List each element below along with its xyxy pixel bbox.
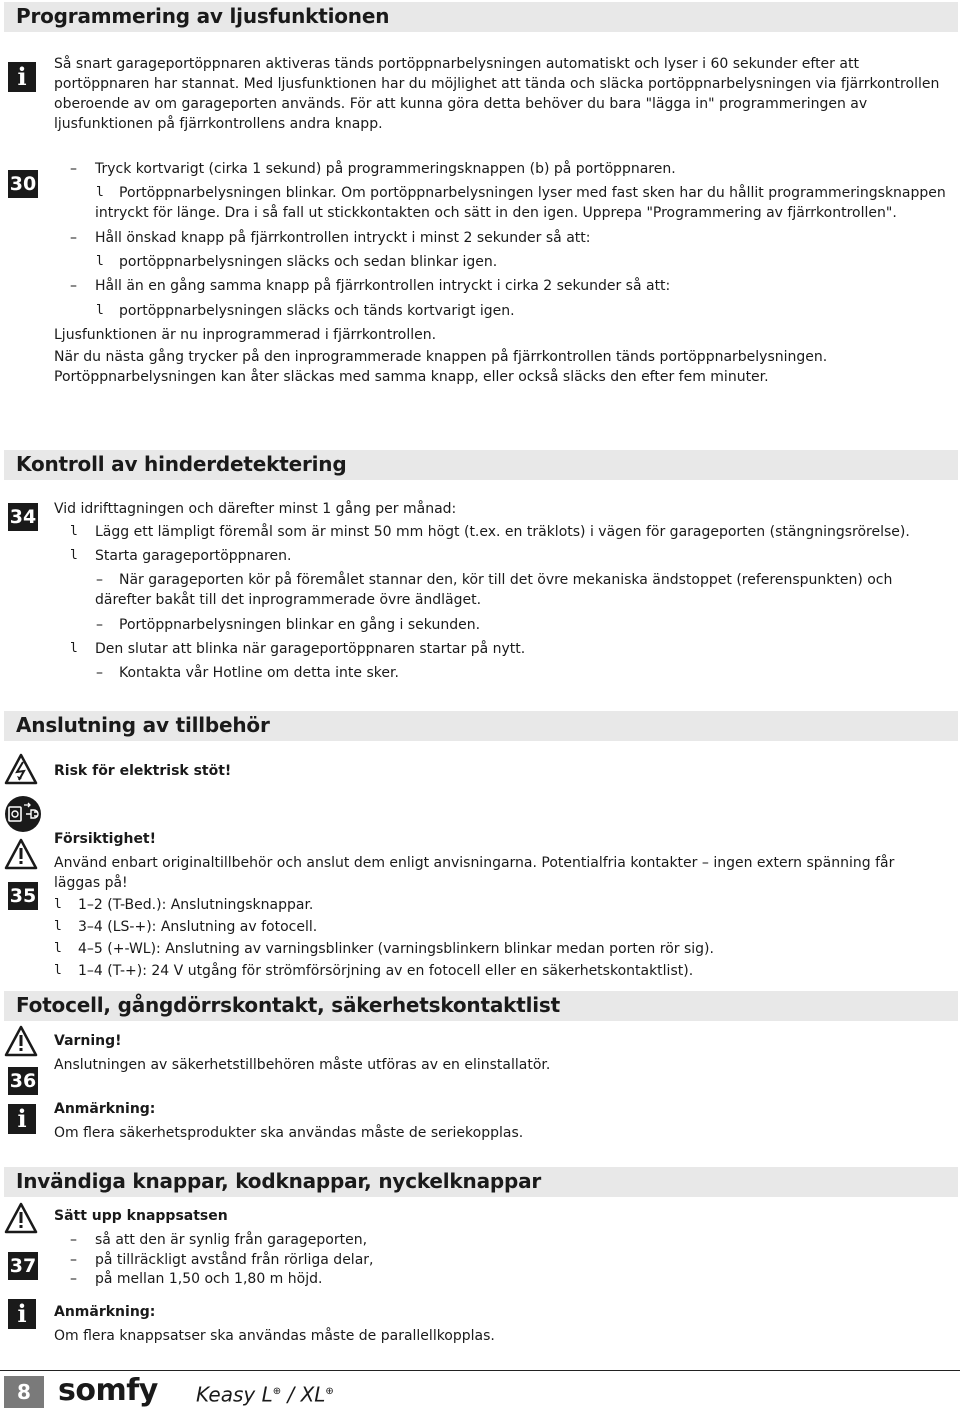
- bullet-marker: l: [54, 963, 62, 978]
- instruction-text: portöppnarbelysningen släcks och tänds kortvarigt igen.: [119, 303, 515, 319]
- section-header: [4, 711, 958, 741]
- instruction-text: Starta garageportöppnaren.: [95, 548, 292, 564]
- paragraph: Använd enbart originaltillbehör och anslut dem enligt anvisningarna. Potentialfria kontakter – ingen extern spänning får läggas på!: [54, 855, 895, 891]
- plus-mark: ⊕: [325, 1386, 334, 1397]
- instruction-text: Kontakta vår Hotline om detta inte sker.: [119, 665, 399, 681]
- step-number: 37: [8, 1252, 38, 1280]
- dash-marker: –: [70, 1271, 77, 1287]
- paragraph: Om flera säkerhetsprodukter ska användas måste de seriekopplas.: [54, 1125, 524, 1141]
- paragraph: Anslutningen av säkerhetstillbehören måste utföras av en elinstallatör.: [54, 1057, 551, 1073]
- note-label: Anmärkning:: [54, 1101, 156, 1117]
- list-item: 3–4 (LS-+): Anslutning av fotocell.: [78, 919, 318, 935]
- bullet-marker: l: [96, 185, 104, 200]
- dash-marker: –: [70, 1232, 77, 1248]
- unplug-icon: [4, 795, 42, 833]
- caution-label: Försiktighet!: [54, 831, 157, 847]
- instruction-text: Håll än en gång samma knapp på fjärrkontrollen intryckt i cirka 2 sekunder så att:: [95, 278, 671, 294]
- list-item: på tillräckligt avstånd från rörliga delar,: [95, 1252, 374, 1268]
- list-item: 1–2 (T-Bed.): Anslutningsknappar.: [78, 897, 314, 913]
- bullet-marker: l: [70, 548, 78, 563]
- instruction-text: Portöppnarbelysningen blinkar en gång i sekunden.: [119, 617, 481, 633]
- step-number: 34: [8, 503, 38, 531]
- risk-label: Risk för elektrisk stöt!: [54, 763, 232, 779]
- dash-marker: –: [70, 230, 77, 246]
- info-icon: i: [8, 62, 36, 92]
- section-title: Invändiga knappar, kodknappar, nyckelknappar: [16, 1169, 542, 1193]
- section-header: [4, 1167, 958, 1197]
- step-number: 30: [8, 170, 38, 198]
- list-item: på mellan 1,50 och 1,80 m höjd.: [95, 1271, 323, 1287]
- paragraph: Ljusfunktionen är nu inprogrammerad i fjärrkontrollen.: [54, 327, 437, 343]
- plus-mark: ⊕: [272, 1386, 282, 1397]
- bullet-marker: l: [54, 897, 62, 912]
- section-title: Kontroll av hinderdetektering: [16, 452, 347, 476]
- dash-marker: –: [96, 665, 103, 681]
- section-header: [4, 2, 958, 32]
- product-name: [196, 1377, 334, 1407]
- bullet-marker: l: [54, 941, 62, 956]
- bullet-marker: l: [96, 254, 104, 269]
- product-name-xl: XL: [300, 1382, 326, 1407]
- warning-icon: [4, 1202, 38, 1234]
- somfy-logo: somfy: [58, 1373, 158, 1408]
- section-header: [4, 450, 958, 480]
- list-item: så att den är synlig från garageporten,: [95, 1232, 368, 1248]
- paragraph: När du nästa gång trycker på den inprogrammerade knappen på fjärrkontrollen tänds portöppnarbelysningen. Portöppnarbelysningen kan åter släckas med samma knapp, eller också släcks den efter fem minuter.: [54, 349, 828, 385]
- dash-marker: –: [70, 278, 77, 294]
- note-label: Anmärkning:: [54, 1304, 156, 1320]
- section-title: Programmering av ljusfunktionen: [16, 4, 390, 28]
- paragraph: Om flera knappsatser ska användas måste de parallellkopplas.: [54, 1328, 495, 1344]
- footer-divider: [0, 1370, 960, 1371]
- instruction-text: När garageporten kör på föremålet stannar den, kör till det övre mekaniska ändstoppet (referenspunkten) och därefter bakåt till det inprogrammerade övre ändläget.: [95, 572, 893, 608]
- warning-icon: [4, 838, 38, 870]
- bullet-marker: l: [70, 524, 78, 539]
- warning-icon: [4, 1025, 38, 1057]
- instruction-text: Lägg ett lämpligt föremål som är minst 50 mm högt (t.ex. en träklots) i vägen för garageporten (stängningsrörelse).: [95, 524, 910, 540]
- step-number: 35: [8, 882, 38, 910]
- electric-shock-warning-icon: [4, 753, 38, 785]
- bullet-marker: l: [96, 303, 104, 318]
- section-title: Anslutning av tillbehör: [16, 713, 270, 737]
- info-icon: i: [8, 1104, 36, 1134]
- setup-label: Sätt upp knappsatsen: [54, 1208, 228, 1224]
- section-header: [4, 991, 958, 1021]
- warning-label: Varning!: [54, 1033, 122, 1049]
- list-item: 4–5 (+-WL): Anslutning av varningsblinker (varningsblinkern blinkar medan porten rör sig).: [78, 941, 714, 957]
- product-name-l: Keasy L: [196, 1382, 273, 1407]
- paragraph: Vid idrifttagningen och därefter minst 1 gång per månad:: [54, 501, 457, 517]
- instruction-text: Tryck kortvarigt (cirka 1 sekund) på programmeringsknappen (b) på portöppnaren.: [95, 161, 676, 177]
- product-separator: /: [281, 1382, 301, 1407]
- instruction-text: portöppnarbelysningen släcks och sedan blinkar igen.: [119, 254, 498, 270]
- section-title: Fotocell, gångdörrskontakt, säkerhetskontaktlist: [16, 993, 560, 1017]
- info-icon: i: [8, 1299, 36, 1329]
- dash-marker: –: [96, 617, 103, 633]
- page-number: 8: [4, 1376, 44, 1408]
- instruction-text: Portöppnarbelysningen blinkar. Om portöppnarbelysningen lyser med fast sken har du hållit programmeringsknappen intryckt för länge. Dra i så fall ut stickkontakten och sätt in den igen. Upprepa "Programmering av fjärrkontrollen".: [95, 185, 946, 221]
- dash-marker: –: [70, 161, 77, 177]
- bullet-marker: l: [70, 641, 78, 656]
- dash-marker: –: [70, 1252, 77, 1268]
- instruction-text: Håll önskad knapp på fjärrkontrollen intryckt i minst 2 sekunder så att:: [95, 230, 591, 246]
- dash-marker: –: [96, 572, 103, 588]
- list-item: 1–4 (T-+): 24 V utgång för strömförsörjning av en fotocell eller en säkerhetskontaktlist).: [78, 963, 694, 979]
- intro-paragraph: Så snart garageportöppnaren aktiveras tänds portöppnarbelysningen automatiskt och lyser i 60 sekunder efter att portöppnaren har stannat. Med ljusfunktionen har du möjlighet att tända och släcka portöppnarbelysningen via fjärrkontrollen oberoende av om garageporten används. För att kunna göra detta behöver du bara "lägga in" programmeringen av ljusfunktionen på fjärrkontrollens andra knapp.: [54, 56, 940, 132]
- step-number: 36: [8, 1067, 38, 1095]
- bullet-marker: l: [54, 919, 62, 934]
- instruction-text: Den slutar att blinka när garageportöppnaren startar på nytt.: [95, 641, 526, 657]
